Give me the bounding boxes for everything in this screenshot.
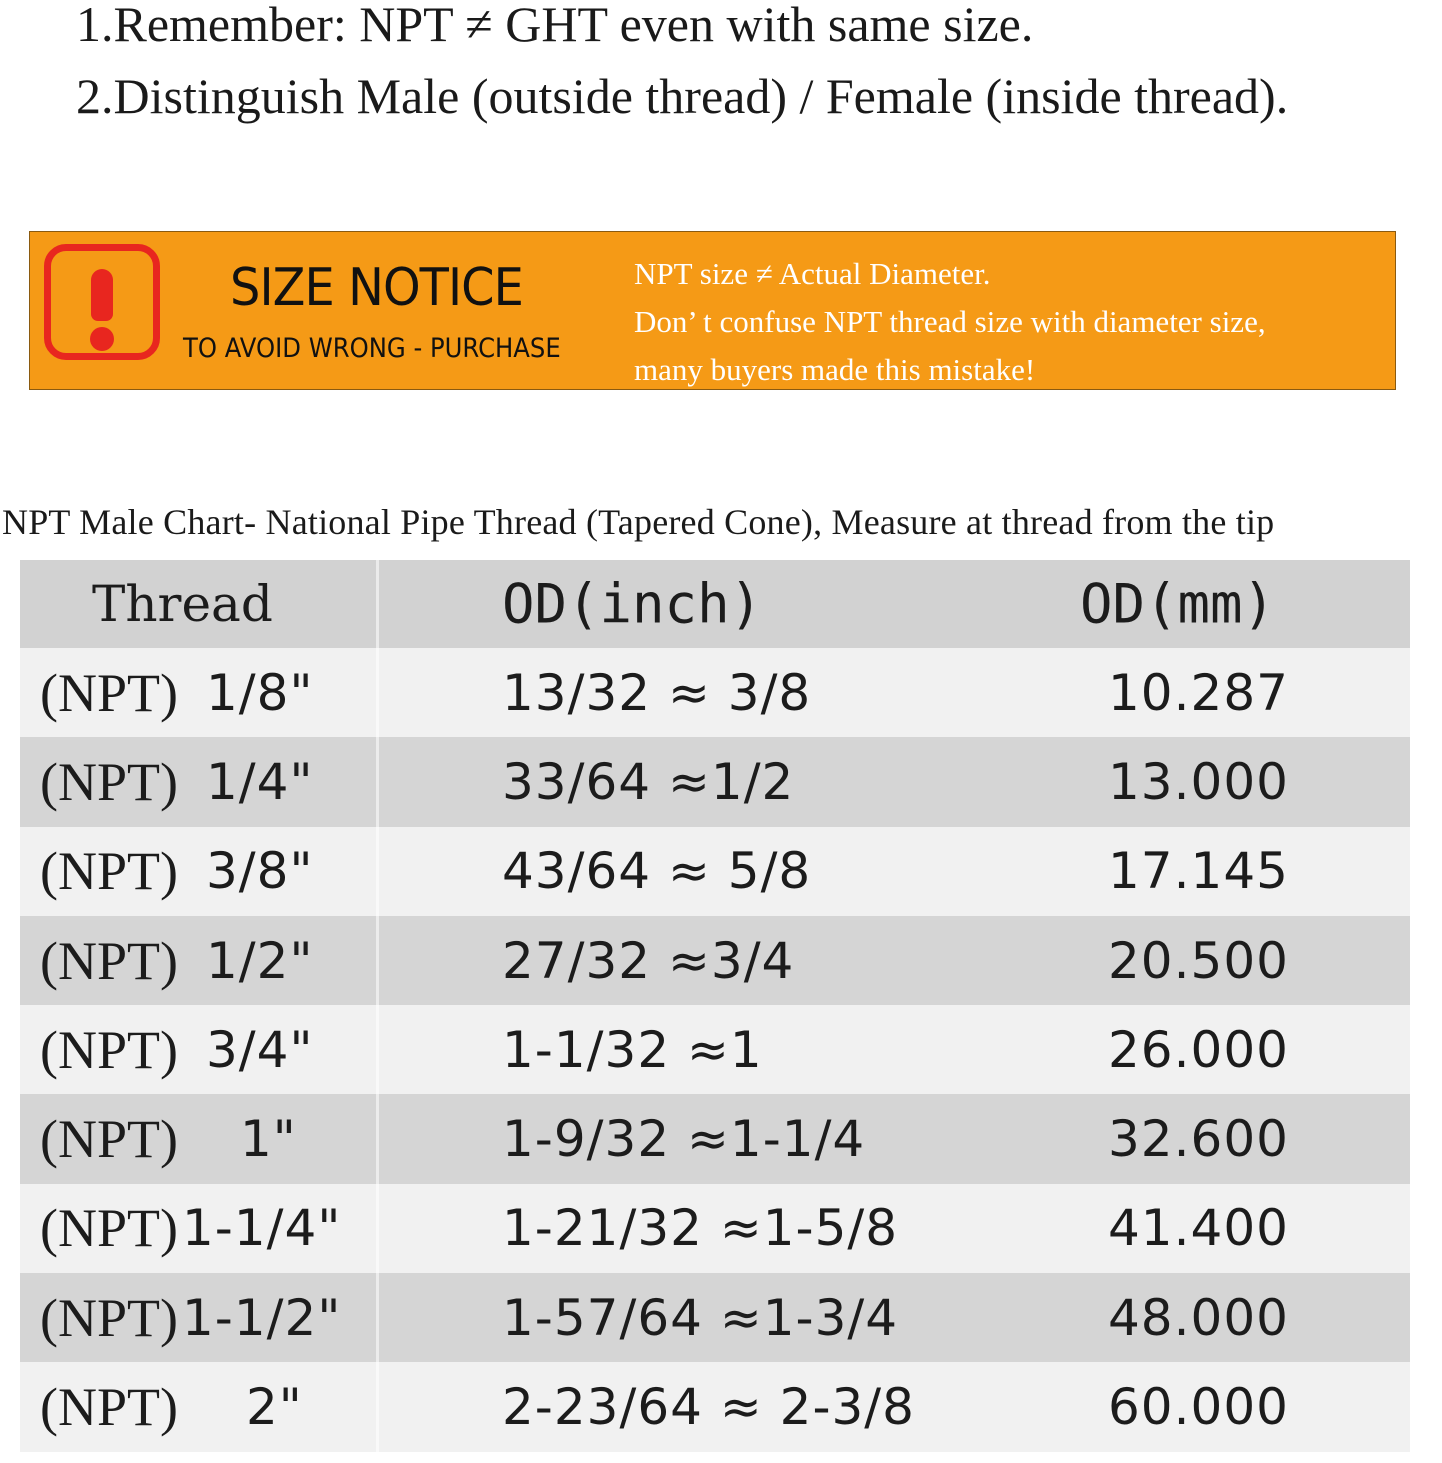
table-row xyxy=(20,1362,1410,1451)
table-row xyxy=(20,1184,1410,1273)
notice-subtitle: TO AVOID WRONG - PURCHASE xyxy=(183,333,561,364)
table-row xyxy=(20,1005,1410,1094)
thread-size: 1/8" xyxy=(206,663,314,722)
table-body xyxy=(20,648,1410,1452)
thread-prefix: (NPT) xyxy=(40,1377,178,1438)
od-inch-value: 33/64 ≈1/2 xyxy=(502,752,795,811)
header-od-mm: OD(mm) xyxy=(1080,572,1276,636)
size-notice-banner xyxy=(29,231,1396,390)
table-row xyxy=(20,916,1410,1005)
header-thread: Thread xyxy=(92,575,273,633)
npt-size-table xyxy=(20,560,1410,1452)
thread-size: 3/4" xyxy=(206,1020,314,1079)
exclamation-icon xyxy=(44,244,160,360)
thread-prefix: (NPT) xyxy=(40,1198,178,1259)
thread-size: 2" xyxy=(246,1378,303,1437)
od-mm-value: 48.000 xyxy=(1108,1288,1289,1347)
thread-prefix: (NPT) xyxy=(40,751,178,812)
thread-prefix: (NPT) xyxy=(40,662,178,723)
od-inch-value: 1-21/32 ≈1-5/8 xyxy=(502,1199,899,1258)
table-header-row xyxy=(20,560,1410,648)
table-row xyxy=(20,648,1410,737)
od-mm-value: 10.287 xyxy=(1108,663,1289,722)
notice-text xyxy=(634,250,1266,394)
header-od-inch: OD(inch) xyxy=(502,572,763,636)
notice-title: SIZE NOTICE xyxy=(230,258,523,318)
od-inch-value: 27/32 ≈3/4 xyxy=(502,931,795,990)
thread-size: 3/8" xyxy=(206,842,314,901)
table-row xyxy=(20,1094,1410,1183)
reminder-line-1: 1.Remember: NPT ≠ GHT even with same size. xyxy=(76,0,1034,52)
notice-line-3: many buyers made this mistake! xyxy=(634,352,1036,387)
od-mm-value: 41.400 xyxy=(1108,1199,1289,1258)
thread-prefix: (NPT) xyxy=(40,1019,178,1080)
od-inch-value: 43/64 ≈ 5/8 xyxy=(502,842,812,901)
notice-line-1: NPT size ≠ Actual Diameter. xyxy=(634,256,991,291)
table-row xyxy=(20,737,1410,826)
thread-prefix: (NPT) xyxy=(40,841,178,902)
od-mm-value: 20.500 xyxy=(1108,931,1289,990)
od-inch-value: 1-1/32 ≈1 xyxy=(502,1020,763,1079)
od-inch-value: 1-57/64 ≈1-3/4 xyxy=(502,1288,899,1347)
table-row xyxy=(20,827,1410,916)
table-row xyxy=(20,1273,1410,1362)
od-inch-value: 1-9/32 ≈1-1/4 xyxy=(502,1110,866,1169)
thread-size: 1-1/2" xyxy=(182,1288,342,1347)
notice-line-2: Don’ t confuse NPT thread size with diameter size, xyxy=(634,304,1266,339)
thread-size: 1" xyxy=(240,1110,297,1169)
thread-prefix: (NPT) xyxy=(40,1109,178,1170)
od-mm-value: 13.000 xyxy=(1108,752,1289,811)
thread-size: 1-1/4" xyxy=(182,1199,342,1258)
od-mm-value: 17.145 xyxy=(1108,842,1289,901)
od-mm-value: 32.600 xyxy=(1108,1110,1289,1169)
thread-prefix: (NPT) xyxy=(40,930,178,991)
reminder-line-2: 2.Distinguish Male (outside thread) / Female (inside thread). xyxy=(76,68,1289,124)
od-mm-value: 60.000 xyxy=(1108,1378,1289,1437)
thread-prefix: (NPT) xyxy=(40,1287,178,1348)
thread-size: 1/4" xyxy=(206,752,314,811)
chart-caption: NPT Male Chart- National Pipe Thread (Tapered Cone), Measure at thread from the tip xyxy=(2,502,1275,542)
od-inch-value: 2-23/64 ≈ 2-3/8 xyxy=(502,1378,915,1437)
od-inch-value: 13/32 ≈ 3/8 xyxy=(502,663,812,722)
thread-size: 1/2" xyxy=(206,931,314,990)
od-mm-value: 26.000 xyxy=(1108,1020,1289,1079)
